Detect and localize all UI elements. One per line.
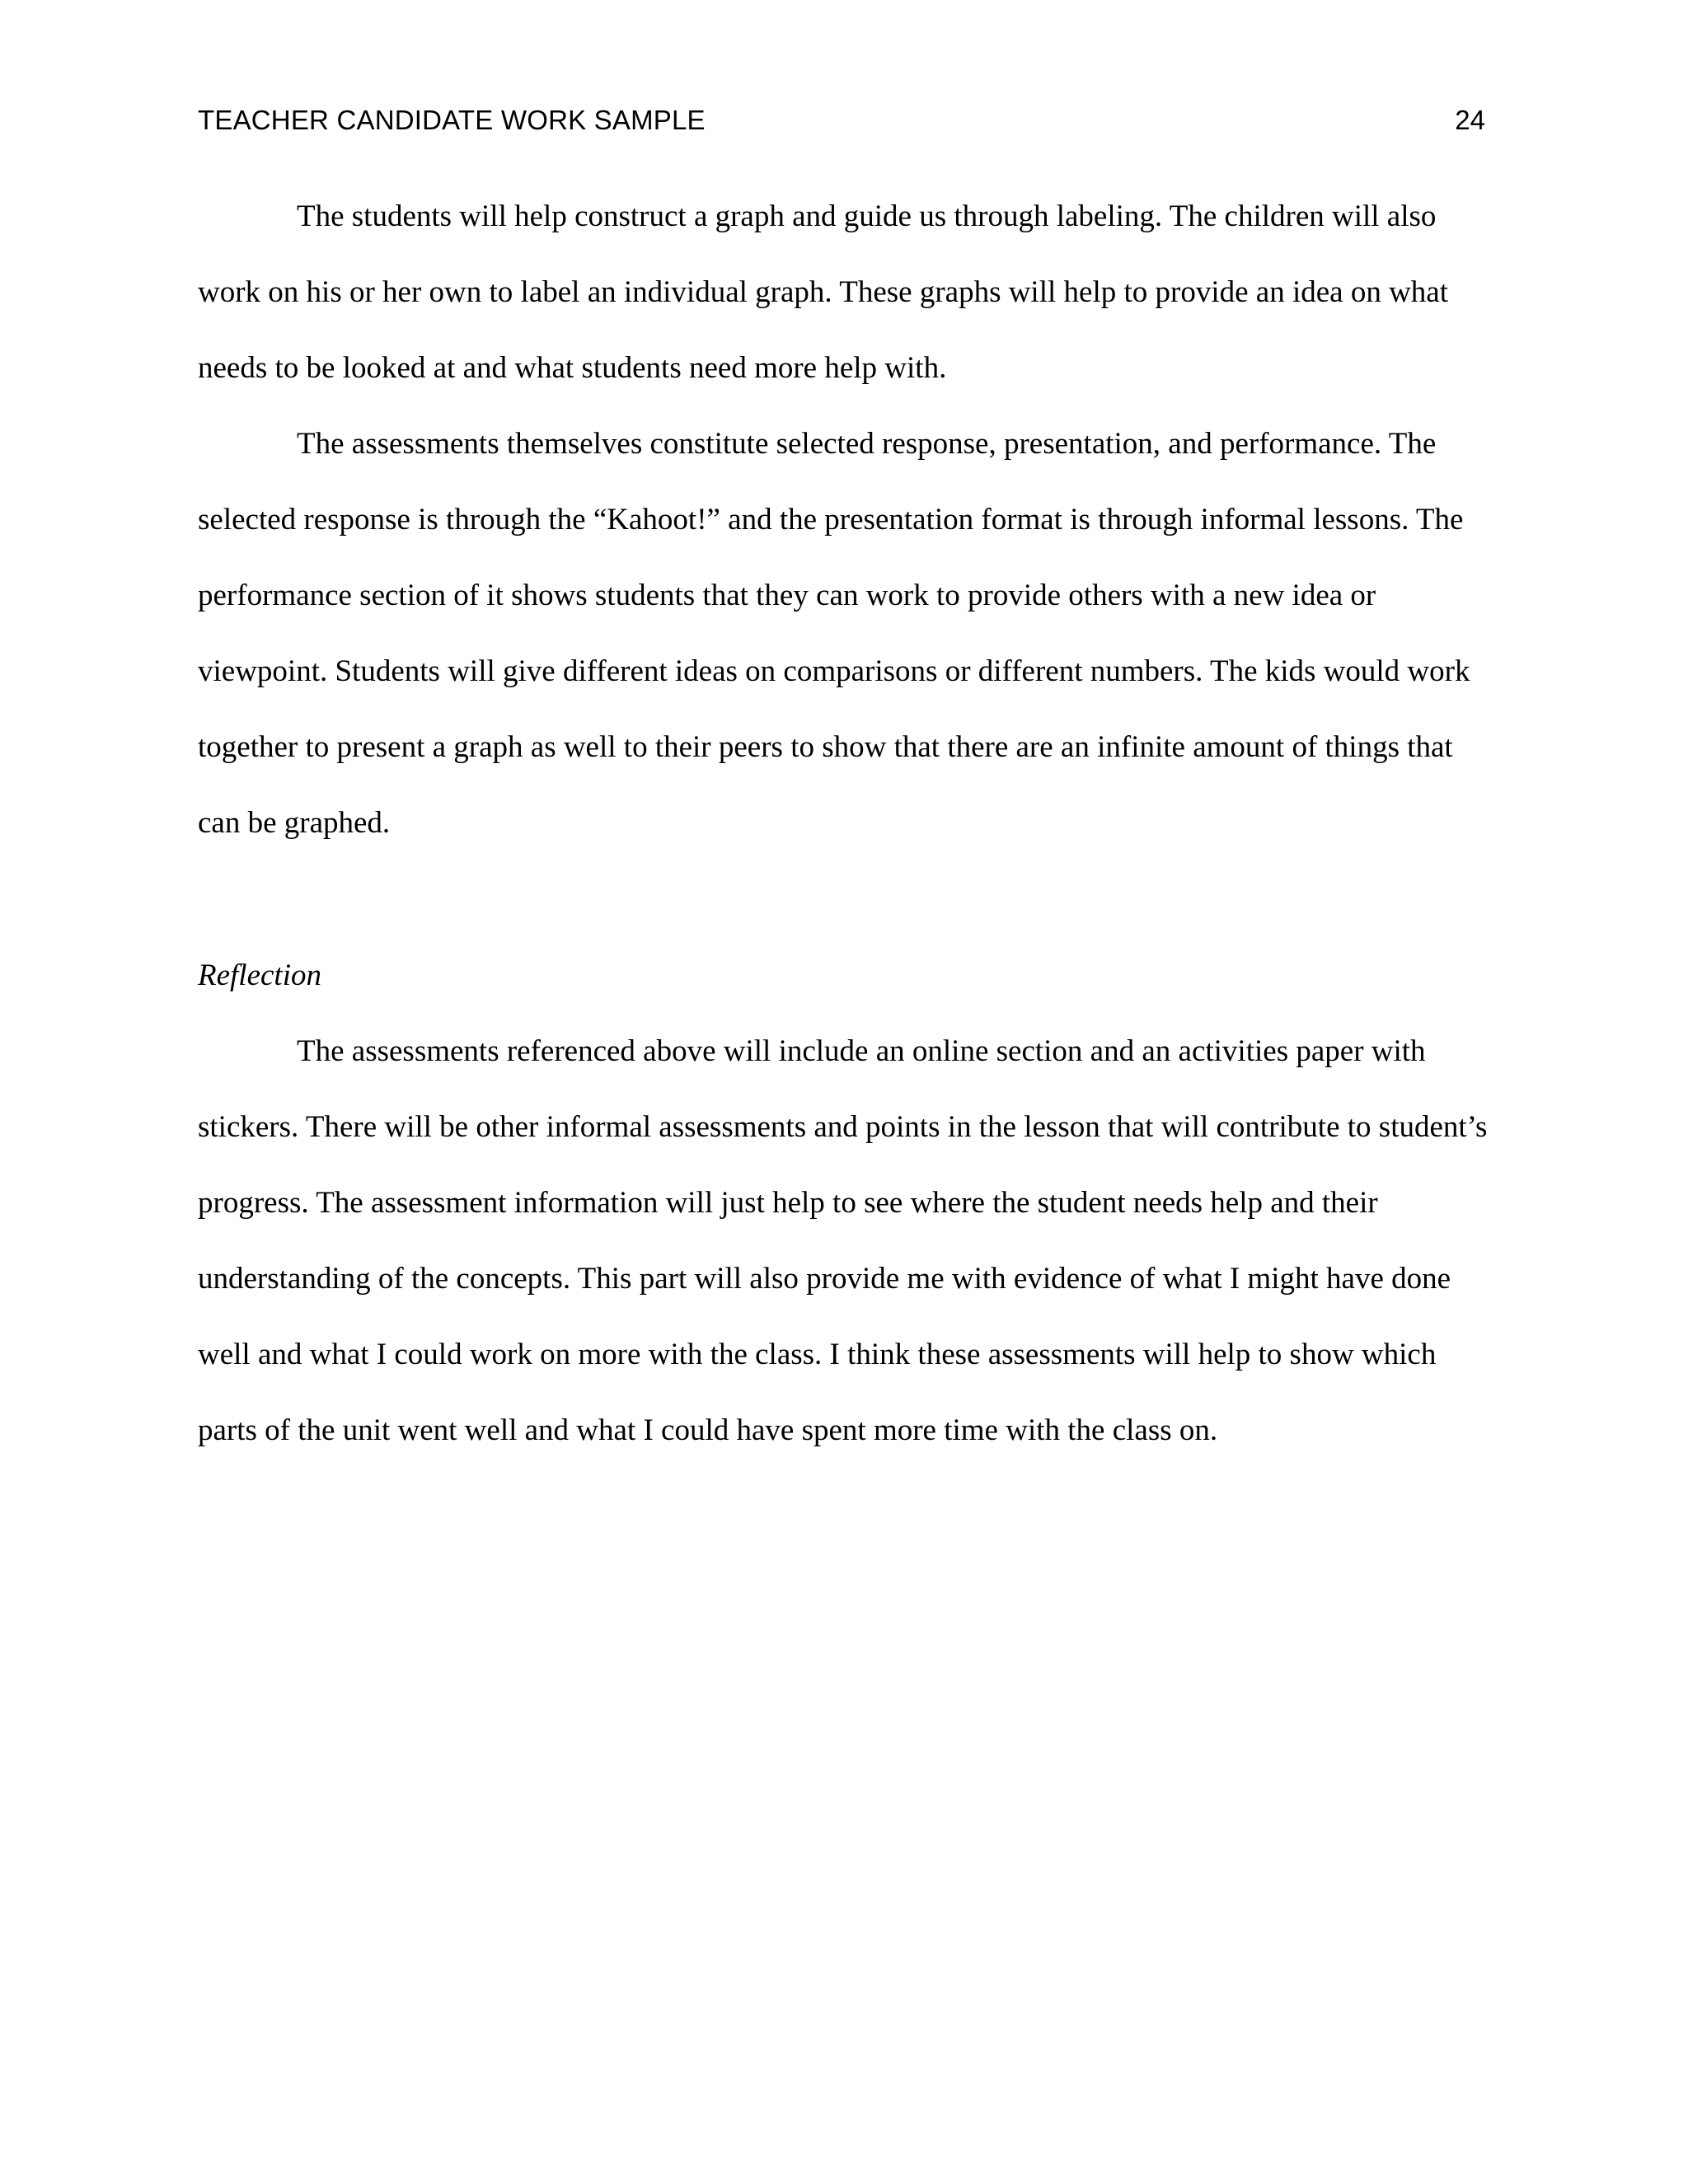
paragraph-reflection: The assessments referenced above will include an online section and an activities paper with stickers. There will be other informal assessments and points in the lesson that will contribute to student’s progress. The assessment information will just help to see where the student needs help and their understanding of the concepts. This part will also provide me with evidence of what I might have done well and what I could work on more with the class. I think these assessments will help to show which parts of the unit went well and what I could have spent more time with the class on.	[198, 1034, 1488, 1447]
body-section-assessment	[198, 179, 1490, 861]
page-number: 24	[1455, 105, 1485, 135]
paragraph-assessment-types: The assessments themselves constitute selected response, presentation, and performance. The selected response is through the “Kahoot!” and the presentation format is through informal lessons. The performance section of it shows students that they can work to provide others with a new idea or viewpoint. Students will give different ideas on comparisons or different numbers. The kids would work together to present a graph as well to their peers to show that there are an infinite amount of things that can be graphed.	[198, 427, 1470, 840]
body-section-reflection	[198, 938, 1490, 1469]
paragraph-graph-construction: The students will help construct a graph and guide us through labeling. The children will also work on his or her own to label an individual graph. These graphs will help to provide an idea on what needs to be looked at and what students need more help with.	[198, 199, 1448, 385]
section-heading-reflection: Reflection	[198, 958, 321, 992]
running-head: TEACHER CANDIDATE WORK SAMPLE	[198, 105, 706, 135]
